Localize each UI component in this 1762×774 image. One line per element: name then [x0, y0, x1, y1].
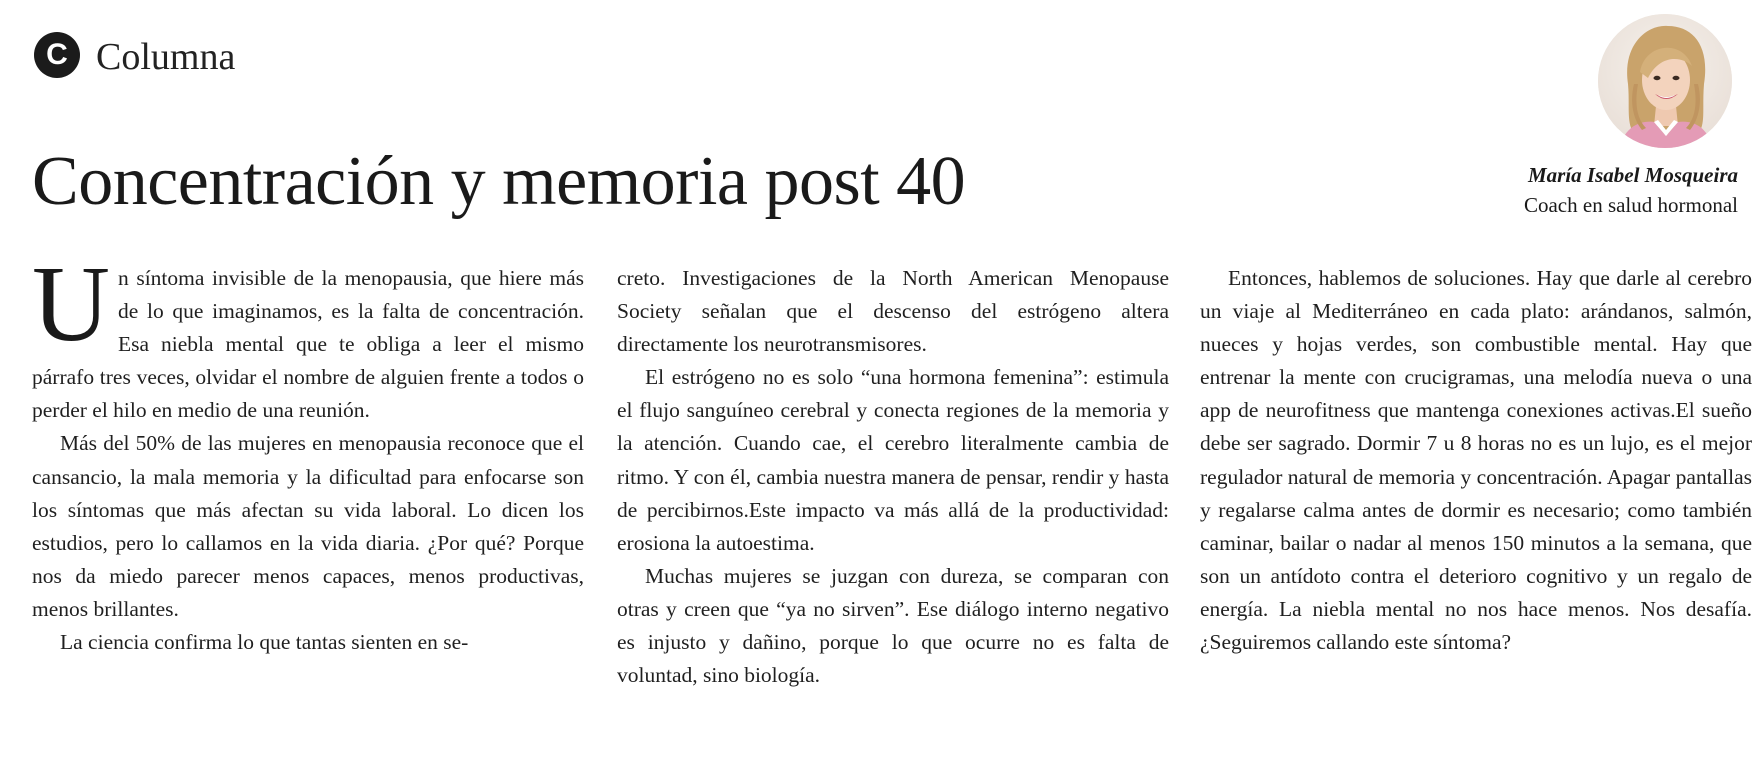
paragraph-text: n síntoma invisible de la menopausia, que hiere más de lo que imaginamos, es la falta de concentración. Esa niebla mental que te obliga a leer el mismo párrafo tres veces, olvidar el nombre de alguien frente a todos o perder el hilo en medio de una reunión.	[32, 266, 584, 423]
author-role: Coach en salud hormonal	[1523, 193, 1738, 217]
section-label: Columna	[96, 36, 236, 78]
author-name: María Isabel Mosqueira	[1527, 163, 1738, 187]
author-photo	[1598, 14, 1732, 148]
article-column-3	[1200, 262, 1752, 659]
article-column-1	[32, 245, 584, 659]
drop-cap: U	[32, 245, 110, 364]
paragraph: Más del 50% de las mujeres en menopausia reconoce que el cansancio, la mala memoria y la dificultad para enfocarse son los síntomas que más afectan su vida laboral. Lo dicen los estudios, pero lo callamos en la vida diaria. ¿Por qué? Porque nos da miedo parecer menos capaces, menos productivas, menos brillantes.	[32, 431, 584, 621]
paragraph: creto. Investigaciones de la North American Menopause Society señalan que el descenso del estrógeno altera directamente los neurotransmisores.	[617, 266, 1169, 357]
paragraph: Muchas mujeres se juzgan con dureza, se comparan con otras y creen que “ya no sirven”. Ese diálogo interno negativo es injusto y dañino, porque lo que ocurre no es falta de voluntad, sino biología.	[617, 563, 1169, 688]
paragraph: El estrógeno no es solo “una hormona femenina”: estimula el flujo sanguíneo cerebral y conecta regiones de la memoria y la atención. Cuando cae, el cerebro literalmente cambia de ritmo. Y con él, cambia nuestra manera de pensar, rendir y hasta de percibirnos.Este impacto va más allá de la productividad: erosiona la autoestima.	[617, 365, 1169, 555]
article-column-2	[617, 262, 1169, 692]
paragraph	[32, 245, 584, 427]
section-badge: C	[34, 32, 80, 78]
paragraph: Entonces, hablemos de soluciones. Hay que darle al cerebro un viaje al Mediterráneo en cada plato: arándanos, salmón, nueces y hojas verdes, son combustible mental. Hay que entrenar la mente con crucigramas, una melodía nueva o una app de neurofitness que mantenga conexiones activas.El sueño debe ser sagrado. Dormir 7 u 8 horas no es un lujo, es el mejor regulador natural de memoria y concentración. Apagar pantallas y regalarse calma antes de dormir es necesario; como también caminar, bailar o nadar al menos 150 minutos a la semana, que son un antídoto contra el deterioro cognitivo y un regalo de energía. La niebla mental no nos hace menos. Nos desafía. ¿Seguiremos callando este síntoma?	[1200, 266, 1752, 655]
paragraph: La ciencia confirma lo que tantas sienten en se-	[60, 630, 469, 655]
headline: Concentración y memoria post 40	[32, 143, 966, 220]
author-portrait-icon	[1598, 14, 1732, 148]
